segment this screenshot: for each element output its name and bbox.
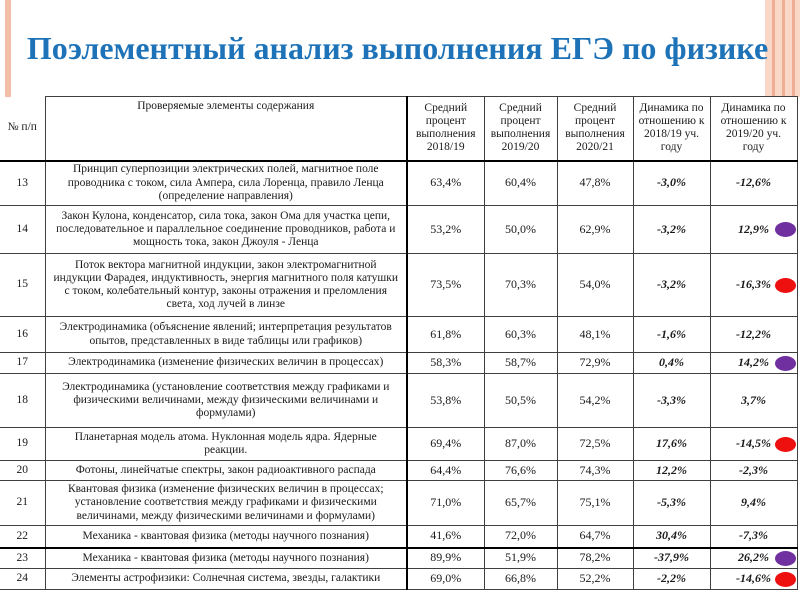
row-number: 22 [0, 526, 45, 548]
slide-title: Поэлементный анализ выполнения ЕГЭ по физике [26, 29, 769, 66]
dynamics-marker [775, 551, 796, 566]
header-percent-2020-21: Средний процент выполнения 2020/21 [557, 97, 633, 161]
percent-2020-21: 52,2% [557, 569, 633, 590]
percent-2020-21: 72,5% [557, 428, 633, 461]
dynamics-value: 14,2% [738, 355, 769, 370]
dynamics-2019-20 [710, 461, 797, 481]
percent-2020-21: 78,2% [557, 548, 633, 569]
dynamics-value: 3,7% [741, 392, 766, 407]
dynamics-2018-19: 30,4% [633, 526, 710, 548]
dynamics-2018-19: 17,6% [633, 428, 710, 461]
row-number: 24 [0, 569, 45, 590]
dynamics-2019-20 [710, 206, 797, 254]
element-description: Механика - квантовая физика (методы научного познания) [45, 526, 407, 548]
dynamics-value: -12,6% [736, 175, 771, 190]
percent-2019-20: 72,0% [484, 526, 557, 548]
dynamics-2019-20 [710, 374, 797, 428]
dynamics-marker [775, 222, 796, 237]
table-row [0, 548, 797, 569]
dynamics-value: 26,2% [738, 550, 769, 565]
dynamics-2019-20 [710, 161, 797, 206]
percent-2020-21: 75,1% [557, 481, 633, 526]
table-row [0, 481, 797, 526]
dynamics-value: -12,2% [736, 326, 771, 341]
dynamics-2019-20 [710, 317, 797, 353]
percent-2020-21: 74,3% [557, 461, 633, 481]
percent-2018-19: 71,0% [407, 481, 484, 526]
dynamics-value: -14,5% [736, 436, 771, 451]
header-dynamics-2019-20: Динамика по отношению к 2019/20 уч. году [710, 97, 797, 161]
header-dynamics-2018-19: Динамика по отношению к 2018/19 уч. году [633, 97, 710, 161]
row-number: 15 [0, 254, 45, 317]
element-description: Механика - квантовая физика (методы научного познания) [45, 548, 407, 569]
dynamics-marker [775, 356, 796, 371]
percent-2019-20: 50,0% [484, 206, 557, 254]
percent-2018-19: 89,9% [407, 548, 484, 569]
percent-2018-19: 64,4% [407, 461, 484, 481]
percent-2019-20: 87,0% [484, 428, 557, 461]
element-description: Квантовая физика (изменение физических величин в процессах; установление соответствия между графиками и физическими величинами, между физическими величинами и формулами) [45, 481, 407, 526]
dynamics-marker [775, 572, 796, 587]
dynamics-2019-20 [710, 254, 797, 317]
percent-2019-20: 50,5% [484, 374, 557, 428]
percent-2019-20: 66,8% [484, 569, 557, 590]
dynamics-2018-19: 0,4% [633, 353, 710, 374]
table-row [0, 374, 797, 428]
dynamics-2018-19: -5,3% [633, 481, 710, 526]
right-accent-band [765, 0, 800, 97]
dynamics-value: 12,9% [738, 221, 769, 236]
row-number: 20 [0, 461, 45, 481]
dynamics-value: -16,3% [736, 277, 771, 292]
element-description: Электродинамика (изменение физических величин в процессах) [45, 353, 407, 374]
table-row [0, 461, 797, 481]
table-row [0, 526, 797, 548]
dynamics-2018-19: -3,0% [633, 161, 710, 206]
left-accent-bar [5, 0, 11, 97]
dynamics-2019-20 [710, 481, 797, 526]
percent-2019-20: 58,7% [484, 353, 557, 374]
dynamics-value: 9,4% [741, 495, 766, 510]
percent-2020-21: 54,2% [557, 374, 633, 428]
percent-2018-19: 69,4% [407, 428, 484, 461]
table-row [0, 317, 797, 353]
percent-2018-19: 53,2% [407, 206, 484, 254]
row-number: 17 [0, 353, 45, 374]
header-elements: Проверяемые элементы содержания [45, 97, 407, 161]
dynamics-2018-19: -1,6% [633, 317, 710, 353]
element-description: Принцип суперпозиции электрических полей, магнитное поле проводника с током, сила Ампера, сила Лоренца, правило Ленца (определение направления) [45, 161, 407, 206]
percent-2018-19: 58,3% [407, 353, 484, 374]
dynamics-marker [775, 278, 796, 293]
percent-2019-20: 65,7% [484, 481, 557, 526]
dynamics-2019-20 [710, 548, 797, 569]
dynamics-2019-20 [710, 353, 797, 374]
percent-2019-20: 60,3% [484, 317, 557, 353]
table-row [0, 353, 797, 374]
table-row [0, 254, 797, 317]
row-number: 13 [0, 161, 45, 206]
header-num: № п/п [0, 97, 45, 161]
percent-2019-20: 70,3% [484, 254, 557, 317]
table-row [0, 569, 797, 590]
table-row [0, 428, 797, 461]
dynamics-value: -2,3% [739, 462, 768, 477]
dynamics-2019-20 [710, 569, 797, 590]
element-description: Поток вектора магнитной индукции, закон электромагнитной индукции Фарадея, индуктивность, энергия магнитного поля катушки с током, колебательный контур, законы отражения и преломления света, ход лучей в линзе [45, 254, 407, 317]
percent-2019-20: 76,6% [484, 461, 557, 481]
analysis-table [0, 96, 798, 590]
percent-2018-19: 61,8% [407, 317, 484, 353]
dynamics-2018-19: -3,2% [633, 254, 710, 317]
element-description: Электродинамика (установление соответствия между графиками и физическими величинами, между физическими величинами и формулами) [45, 374, 407, 428]
row-number: 23 [0, 548, 45, 569]
row-number: 18 [0, 374, 45, 428]
percent-2018-19: 73,5% [407, 254, 484, 317]
percent-2020-21: 62,9% [557, 206, 633, 254]
header-percent-2018-19: Средний процент выполнения 2018/19 [407, 97, 484, 161]
percent-2020-21: 64,7% [557, 526, 633, 548]
dynamics-2018-19: -3,3% [633, 374, 710, 428]
percent-2020-21: 48,1% [557, 317, 633, 353]
row-number: 21 [0, 481, 45, 526]
table-row [0, 206, 797, 254]
element-description: Фотоны, линейчатые спектры, закон радиоактивного распада [45, 461, 407, 481]
percent-2020-21: 54,0% [557, 254, 633, 317]
row-number: 19 [0, 428, 45, 461]
dynamics-2019-20 [710, 526, 797, 548]
percent-2020-21: 72,9% [557, 353, 633, 374]
percent-2018-19: 53,8% [407, 374, 484, 428]
percent-2018-19: 63,4% [407, 161, 484, 206]
element-description: Элементы астрофизики: Солнечная система, звезды, галактики [45, 569, 407, 590]
dynamics-value: -14,6% [736, 571, 771, 586]
table-row [0, 161, 797, 206]
dynamics-marker [775, 437, 796, 452]
dynamics-2018-19: -2,2% [633, 569, 710, 590]
row-number: 14 [0, 206, 45, 254]
header-row [0, 97, 797, 161]
row-number: 16 [0, 317, 45, 353]
dynamics-2019-20 [710, 428, 797, 461]
dynamics-2018-19: -3,2% [633, 206, 710, 254]
percent-2020-21: 47,8% [557, 161, 633, 206]
percent-2019-20: 51,9% [484, 548, 557, 569]
dynamics-value: -7,3% [739, 528, 768, 543]
dynamics-2018-19: -37,9% [633, 548, 710, 569]
percent-2019-20: 60,4% [484, 161, 557, 206]
element-description: Планетарная модель атома. Нуклонная модель ядра. Ядерные реакции. [45, 428, 407, 461]
element-description: Закон Кулона, конденсатор, сила тока, закон Ома для участка цепи, последовательное и параллельное соединение проводников, работа и мощность тока, закон Джоуля - Ленца [45, 206, 407, 254]
percent-2018-19: 41,6% [407, 526, 484, 548]
dynamics-2018-19: 12,2% [633, 461, 710, 481]
percent-2018-19: 69,0% [407, 569, 484, 590]
element-description: Электродинамика (объяснение явлений; интерпретация результатов опытов, представленных в виде таблицы или графиков) [45, 317, 407, 353]
header-percent-2019-20: Средний процент выполнения 2019/20 [484, 97, 557, 161]
